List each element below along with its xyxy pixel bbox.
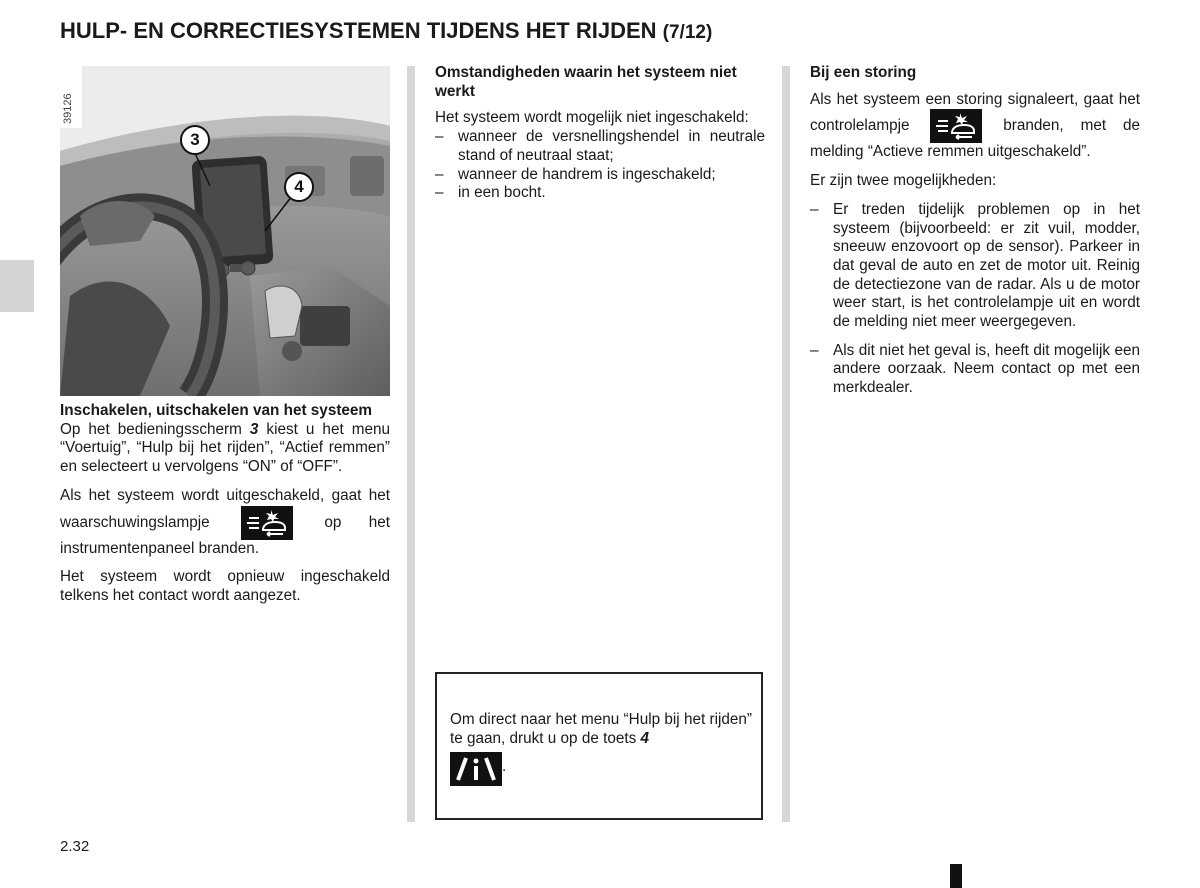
conditions-list — [435, 128, 765, 203]
section-heading-conditions: Omstandigheden waarin het systeem niet werkt — [435, 64, 737, 100]
driving-assist-button-icon — [450, 752, 502, 786]
section-heading-enable: Inschakelen, uitschakelen van het systeem — [60, 402, 373, 419]
dashboard-illustration — [60, 66, 390, 396]
paragraph-disable-warning — [60, 487, 390, 558]
list-item: – wanneer de versnellingshendel in neutrale stand of neutraal staat; — [435, 128, 765, 165]
paragraph-menu-instructions — [60, 421, 390, 477]
ref-3: 3 — [249, 420, 259, 438]
fault-options-list — [810, 201, 1140, 398]
page-title-text: HULP- EN CORRECTIESYSTEMEN TIJDENS HET RIJDEN — [60, 18, 657, 43]
text-fragment: Om direct naar het menu “Hulp bij het rijden” te gaan, drukt u op de toets — [450, 711, 752, 747]
active-braking-warning-icon — [930, 109, 982, 143]
text-fragment: . — [502, 758, 507, 776]
list-item: – Er treden tijdelijk problemen op in het systeem (bijvoorbeeld: er zit vuil, modder, sneeuw enzovoort op de sensor). Parkeer in dat geval de auto en zet de motor uit. Reinig de detectiezone van de radar. Als u de motor weer start, is het controlelampje uit en wordt de melding niet meer weergegeven. — [810, 201, 1140, 332]
column-separator-left — [407, 66, 415, 822]
page-number: 2.32 — [60, 838, 90, 855]
column-1 — [60, 402, 390, 616]
list-item: – wanneer de handrem is ingeschakeld; — [435, 166, 765, 185]
note-text — [450, 711, 752, 786]
page-edge-marker — [950, 864, 962, 888]
list-item: – Als dit niet het geval is, heeft dit mogelijk een andere oorzaak. Neem contact op met een merkdealer. — [810, 342, 1140, 398]
text-fragment: Als het systeem een storing signaleert, gaat het controlelampje — [810, 90, 1140, 135]
paragraph-conditions-intro: Het systeem wordt mogelijk niet ingeschakeld: — [435, 109, 749, 127]
section-tab-marker — [0, 260, 34, 312]
column-2 — [435, 64, 765, 203]
text-fragment: branden, met de melding “Actieve remmen uitgeschakeld”. — [810, 117, 1141, 161]
paragraph-fault-lamp — [810, 91, 1140, 162]
section-heading-fault: Bij een storing — [810, 64, 917, 81]
active-braking-warning-icon — [241, 506, 293, 540]
dashboard-drawing — [60, 66, 390, 396]
page-fraction: (7/12) — [662, 22, 713, 43]
paragraph-two-options: Er zijn twee mogelijkheden: — [810, 172, 997, 190]
text-fragment: Als het systeem wordt uitgeschakeld, gaat het waarschuwingslampje — [60, 486, 390, 531]
page-title — [60, 18, 712, 44]
text-fragment: Op het bedieningsscherm — [60, 420, 250, 438]
column-separator-right — [782, 66, 790, 822]
ref-4: 4 — [640, 729, 650, 747]
column-3 — [810, 64, 1140, 398]
text-fragment: kiest u het menu “Voertuig”, “Hulp bij het rijden”, “Actief remmen” en selecteert u vervolgens “ON” of “OFF”. — [60, 420, 390, 476]
figure-code: 39126 — [62, 93, 74, 124]
callout-4: 4 — [284, 172, 314, 202]
text-fragment: op het instrumentenpaneel branden. — [60, 513, 390, 557]
list-item: – in een bocht. — [435, 184, 765, 203]
paragraph-reactivation: Het systeem wordt opnieuw ingeschakeld telkens het contact wordt aangezet. — [60, 568, 390, 604]
callout-3: 3 — [180, 125, 210, 155]
note-box — [435, 672, 763, 820]
